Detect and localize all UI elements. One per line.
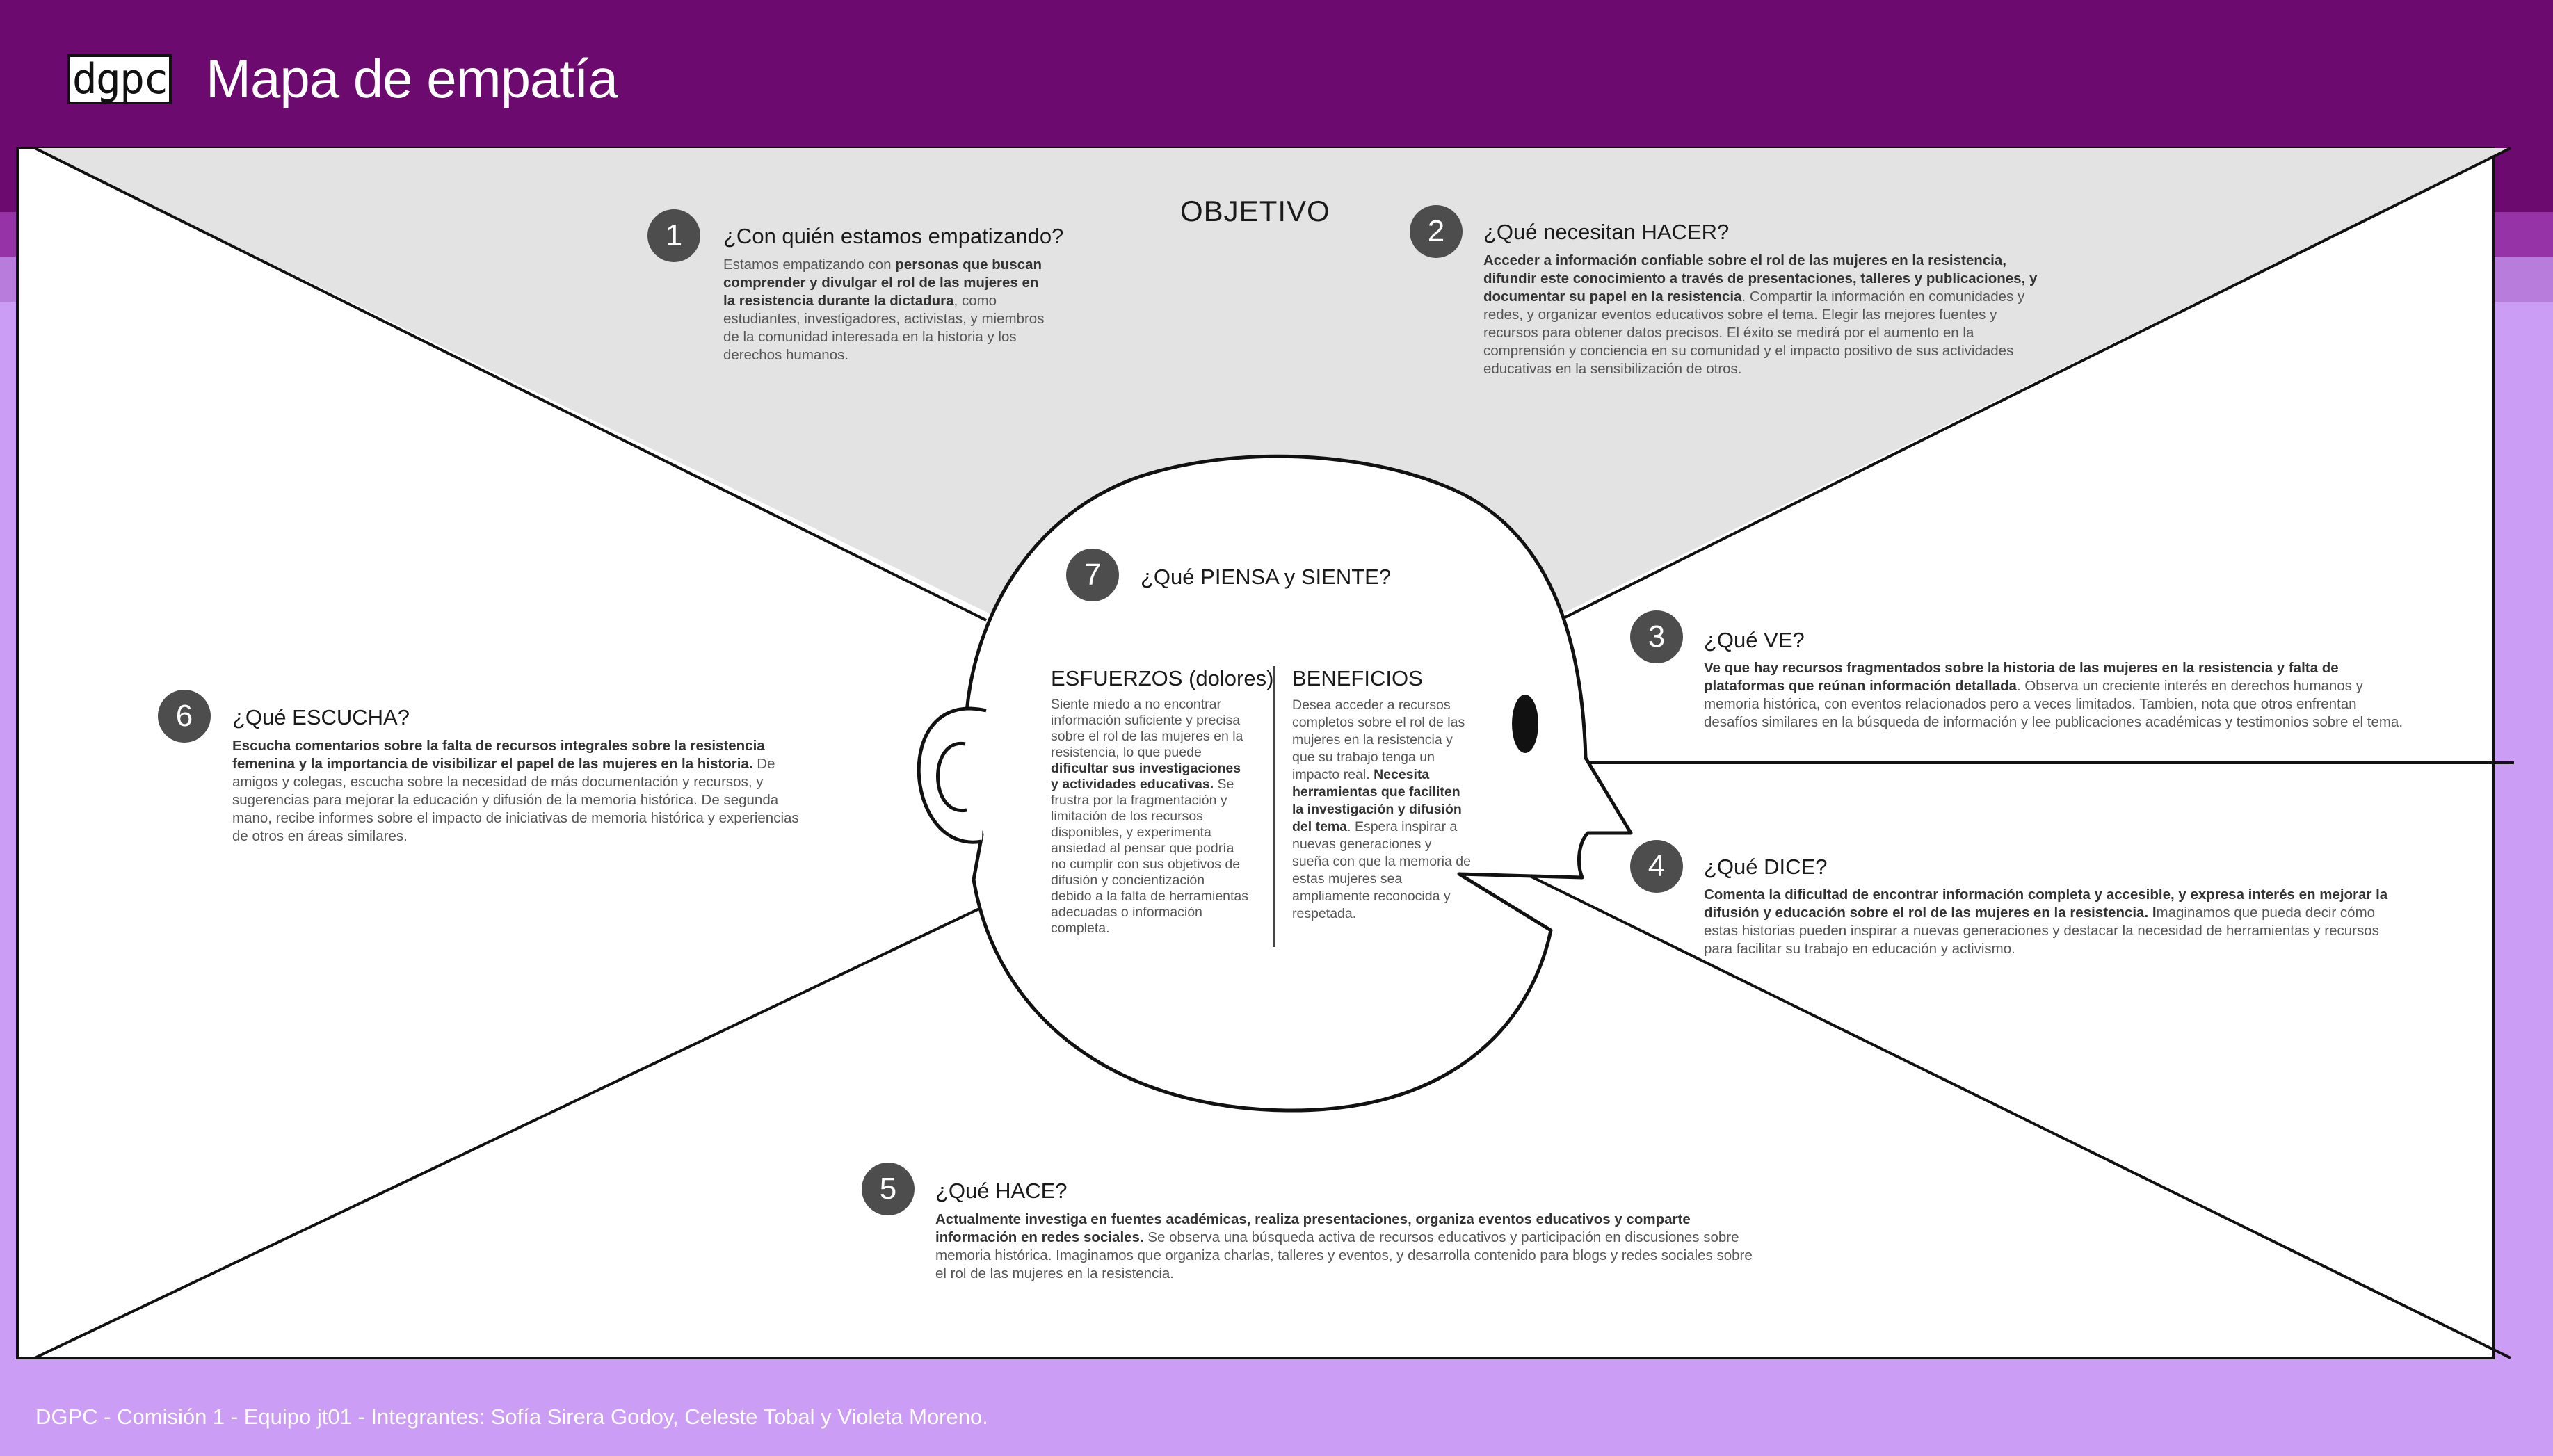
eye bbox=[1512, 695, 1538, 753]
text-segment: Comenta la dificultad de encontrar información completa y accesible, y expresa interés en mejorar la difusión y educación sobre el rol de las mujeres en la resistencia. I bbox=[1704, 887, 2388, 921]
page-title: Mapa de empatía bbox=[206, 48, 618, 109]
text-segment: , como estudiantes, investigadores, activistas, y miembros de la comunidad interesada en la historia y los derechos humanos. bbox=[723, 293, 1045, 363]
number-badge-6: 6 bbox=[158, 690, 211, 743]
section-2-text bbox=[1483, 252, 2040, 378]
section-5-text bbox=[935, 1211, 1753, 1283]
number-badge-7: 7 bbox=[1066, 549, 1119, 601]
text-segment: Necesita herramientas que faciliten la investigación y difusión del tema bbox=[1292, 767, 1462, 834]
text-segment: . Observa un creciente interés en derechos humanos y memoria histórica, con eventos relacionados pero a veces limitados. Tambien, nota que otros enfrentan desafíos similares en la búsqueda de información y lee publicaciones académicas y testimonios sobre el tema. bbox=[1704, 678, 2403, 730]
text-segment: personas que buscan comprender y divulgar el rol de las mujeres en la resistencia durante la dictadura bbox=[723, 257, 1042, 309]
question-2-title: ¿Qué necesitan HACER? bbox=[1483, 220, 1730, 244]
text-segment: maginamos que pueda decir cómo estas historias pueden inspirar a nuevas generaciones y destacar la necesidad de herramientas y recursos para facilitar su trabajo en educación y activismo. bbox=[1704, 905, 2379, 957]
number-badge-5: 5 bbox=[862, 1163, 915, 1215]
question-3-title: ¿Qué VE? bbox=[1704, 628, 1805, 652]
number-badge-2: 2 bbox=[1410, 205, 1463, 258]
section-6-text bbox=[232, 737, 799, 846]
text-segment: De amigos y colegas, escucha sobre la necesidad de más documentación y recursos, y sugerencias para mejorar la educación y difusión de la memoria histórica. De segunda mano, recibe informes sobre el impacto de iniciativas de memoria histórica y experiencias de otros en áreas similares. bbox=[232, 756, 799, 844]
beneficios-title: BENEFICIOS bbox=[1292, 666, 1423, 690]
text-segment: Actualmente investiga en fuentes académicas, realiza presentaciones, organiza eventos educativos y comparte información en redes sociales. bbox=[935, 1211, 1691, 1245]
text-segment: Acceder a información confiable sobre el rol de las mujeres en la resistencia, difundir este conocimiento a través de presentaciones, talleres y publicaciones, y documentar su papel en la resistencia bbox=[1483, 252, 2038, 305]
text-segment: Escucha comentarios sobre la falta de recursos integrales sobre la resistencia femenina y la importancia de visibilizar el papel de las mujeres en la historia. bbox=[232, 738, 765, 772]
text-segment: Se observa una búsqueda activa de recursos educativos y participación en discusiones sobre memoria histórica. Imaginamos que organiza charlas, talleres y eventos, y desarrolla contenido para blogs y redes sociales sobre el rol de las mujeres en la resistencia. bbox=[935, 1229, 1753, 1281]
number-badge-4: 4 bbox=[1630, 840, 1683, 893]
text-segment: Estamos empatizando con bbox=[723, 257, 896, 273]
section-1-text bbox=[723, 256, 1054, 364]
number-badge-1: 1 bbox=[647, 209, 700, 262]
beneficios-text bbox=[1292, 697, 1472, 923]
text-segment: dificultar sus investigaciones y actividades educativas. bbox=[1051, 761, 1241, 792]
text-segment: . Compartir la información en comunidades y redes, y organizar eventos educativos sobre el tema. Elegir las mejores fuentes y recursos para obtener datos precisos. El éxito se medirá por el aumento en la comprensión y conciencia en su comunidad y el impacto positivo de sus actividades educativas en la sensibilización de otros. bbox=[1483, 289, 2025, 377]
text-segment: . Espera inspirar a nuevas generaciones y sueña con que la memoria de estas mujeres sea ampliamente reconocida y respetada. bbox=[1292, 819, 1471, 921]
text-segment: Siente miedo a no encontrar información suficiente y precisa sobre el rol de las mujeres en la resistencia, lo que puede bbox=[1051, 697, 1243, 760]
number-badge-3: 3 bbox=[1630, 610, 1683, 663]
dgpc-logo: dgpc bbox=[67, 54, 172, 104]
question-7-title: ¿Qué PIENSA y SIENTE? bbox=[1141, 565, 1392, 589]
question-6-title: ¿Qué ESCUCHA? bbox=[232, 705, 410, 729]
question-4-title: ¿Qué DICE? bbox=[1704, 855, 1828, 879]
question-5-title: ¿Qué HACE? bbox=[935, 1179, 1068, 1203]
esfuerzos-text bbox=[1051, 697, 1249, 937]
text-segment: Ve que hay recursos fragmentados sobre la historia de las mujeres en la resistencia y falta de plataformas que reúnan información detallada bbox=[1704, 660, 2339, 694]
footer-credits: DGPC - Comisión 1 - Equipo jt01 - Integrantes: Sofía Sirera Godoy, Celeste Tobal y Violeta Moreno. bbox=[35, 1405, 988, 1429]
esfuerzos-title: ESFUERZOS (dolores) bbox=[1051, 666, 1274, 690]
question-1-title: ¿Con quién estamos empatizando? bbox=[723, 224, 1064, 248]
text-segment: Desea acceder a recursos completos sobre el rol de las mujeres en la resistencia y que su trabajo tenga un impacto real. bbox=[1292, 697, 1465, 782]
section-3-text bbox=[1704, 659, 2406, 731]
objective-title: OBJETIVO bbox=[1180, 195, 1330, 227]
section-4-text bbox=[1704, 886, 2406, 958]
text-segment: Se frustra por la fragmentación y limitación de los recursos disponibles, y experimenta ansiedad al pensar que podría no cumplir con sus objetivos de difusión y concientización debido a la falta de herramientas adecuadas o información completa. bbox=[1051, 777, 1249, 936]
